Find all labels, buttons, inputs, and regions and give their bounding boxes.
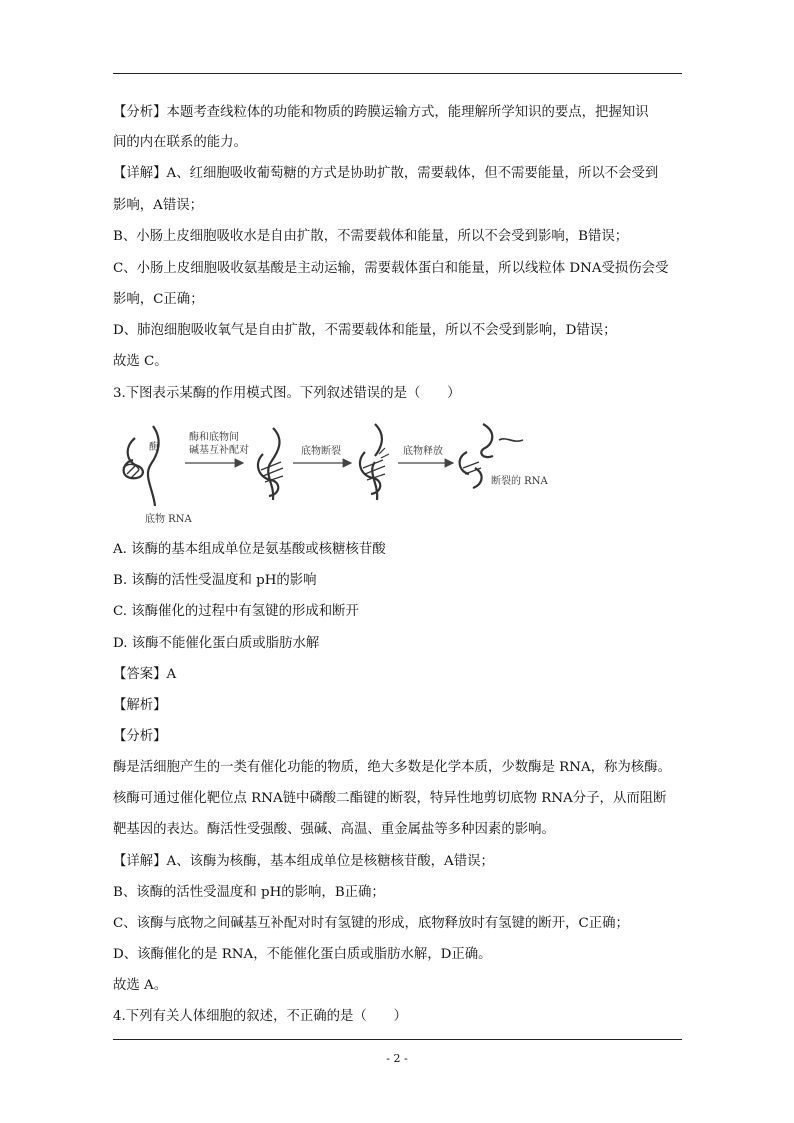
text-line: 靶基因的表达。酶活性受强酸、强碱、高温、重金属盐等多种因素的影响。 <box>113 822 555 837</box>
option-b: B. 该酶的活性受温度和 pH的影响 <box>113 573 317 588</box>
text-line: B、该酶的活性受温度和 pH的影响，B正确； <box>113 885 385 900</box>
text-line: D、该酶催化的是 RNA，不能催化蛋白质或脂肪水解，D正确。 <box>113 947 492 962</box>
step-1-label: 酶和底物间 <box>189 432 239 443</box>
footer-rule <box>113 1039 682 1040</box>
text-line: 【分析】本题考查线粒体的功能和物质的跨膜运输方式，能理解所学知识的要点，把握知识 <box>113 105 649 120</box>
enzyme-label: 酶 <box>149 442 159 453</box>
text-line: 间的内在联系的能力。 <box>113 135 247 150</box>
enzyme-mechanism-figure <box>113 418 573 528</box>
text-line: 故选 C。 <box>113 354 168 369</box>
text-line: 影响，A错误； <box>113 198 204 213</box>
text-line: 【详解】A、该酶为核酶，基本组成单位是核糖核苷酸，A错误； <box>113 854 494 869</box>
option-c: C. 该酶催化的过程中有氢键的形成和断开 <box>113 604 359 619</box>
page-number: - 2 - <box>386 1052 408 1065</box>
stage-2-graphic <box>258 428 283 500</box>
substrate-rna-label: 底物 RNA <box>145 514 192 525</box>
step-1-label-2: 碱基互补配对 <box>189 445 249 456</box>
text-line: C、小肠上皮细胞吸收氨基酸是主动运输，需要载体蛋白和能量，所以线粒体 DNA受损伤会受 <box>113 261 669 276</box>
cleaved-rna-label: 断裂的 RNA <box>491 476 548 487</box>
step-3-label: 底物释放 <box>403 446 443 457</box>
analysis-subheading: 【分析】 <box>113 729 167 744</box>
question-3-stem: 3.下图表示某酶的作用模式图。下列叙述错误的是（ ） <box>113 386 461 401</box>
stage-1-graphic <box>123 426 159 506</box>
text-line: B、小肠上皮细胞吸收水是自由扩散，不需要载体和能量，所以不会受到影响，B错误； <box>113 229 629 244</box>
option-a: A. 该酶的基本组成单位是氨基酸或核糖核苷酸 <box>113 542 386 557</box>
answer: 【答案】A <box>113 667 177 682</box>
header-rule <box>113 73 682 74</box>
text-line: 核酶可通过催化靶位点 RNA链中磷酸二酯键的断裂，特异性地剪切底物 RNA分子，从而阻断 <box>113 791 667 806</box>
option-d: D. 该酶不能催化蛋白质或脂肪水解 <box>113 636 320 651</box>
text-line: 故选 A。 <box>113 978 168 993</box>
text-line: 酶是活细胞产生的一类有催化功能的物质，绝大多数是化学本质，少数酶是 RNA，称为核酶。 <box>113 760 671 775</box>
text-line: 影响，C正确； <box>113 292 204 307</box>
text-line: D、肺泡细胞吸收氧气是自由扩散，不需要载体和能量，所以不会受到影响，D错误； <box>113 323 617 338</box>
analysis-heading: 【解析】 <box>113 698 167 713</box>
step-2-label: 底物断裂 <box>301 446 341 457</box>
text-line: 【详解】A、红细胞吸收葡萄糖的方式是协助扩散，需要载体，但不需要能量，所以不会受到 <box>113 166 659 181</box>
enzyme-diagram <box>113 418 573 528</box>
question-4-stem: 4.下列有关人体细胞的叙述，不正确的是（ ） <box>113 1009 407 1024</box>
stage-3-graphic <box>360 424 389 500</box>
text-line: C、该酶与底物之间碱基互补配对时有氢键的形成，底物释放时有氢键的断开，C正确； <box>113 916 629 931</box>
